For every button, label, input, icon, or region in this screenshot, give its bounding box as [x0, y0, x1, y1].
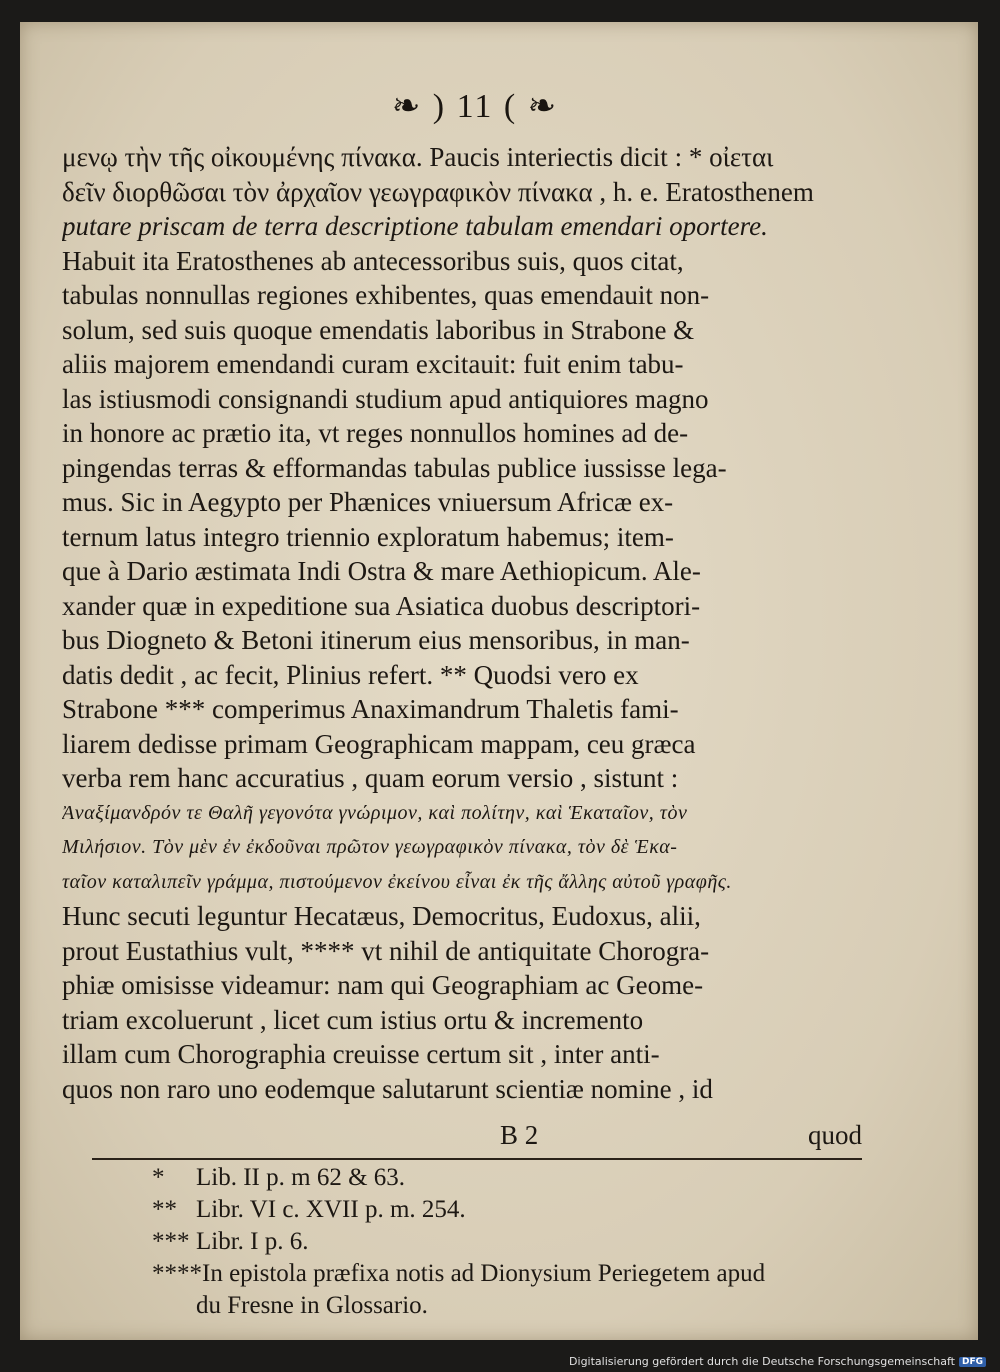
footnote — [152, 1226, 872, 1258]
text-line: aliis majorem emendandi curam excitauit: fuit enim tabu- — [62, 349, 684, 379]
footnote — [152, 1258, 872, 1290]
text-line: triam excoluerunt , licet cum istius ortu & incremento — [62, 1004, 644, 1035]
text-line: bus Diogneto & Betoni itinerum eius mensoribus, in man- — [62, 625, 690, 655]
text-line: Μιλήσιον. Τὸν μὲν ἐν ἐκδοῦναι πρῶτον γεωγραφικὸν πίνακα, τὸν δὲ Ἑκα- — [62, 836, 678, 858]
text-line: phiæ omisisse videamur: nam qui Geographiam ac Geome- — [62, 970, 704, 1000]
footnote-text: Libr. I p. 6. — [196, 1228, 309, 1255]
footnote — [152, 1194, 872, 1226]
text-line: δεῖν διορθῶσαι τὸν ἀρχαῖον γεωγραφικὸν πίνακα , h. e. Eratosthenem — [62, 176, 814, 207]
text-line: solum, sed suis quoque emendatis laboribus in Strabone & — [62, 314, 695, 345]
footnote-text: du Fresne in Glossario. — [196, 1292, 428, 1319]
text-line: in honore ac prætio ita, vt reges nonnullos homines ad de- — [62, 418, 689, 448]
footnote — [152, 1290, 872, 1322]
footnote-mark: * — [152, 1164, 165, 1191]
footnote — [152, 1162, 872, 1194]
digitization-credit — [569, 1355, 986, 1368]
text-line: prout Eustathius vult, **** vt nihil de antiquitate Chorogra- — [62, 935, 710, 966]
credit-text: Digitalisierung gefördert durch die Deutsche Forschungsgemeinschaft — [569, 1355, 955, 1368]
text-line: Habuit ita Eratosthenes ab antecessoribus suis, quos citat, — [62, 245, 684, 276]
text-line: ternum latus integro triennio exploratum habemus; item- — [62, 521, 674, 552]
book-page — [20, 22, 978, 1340]
footnote-text: In epistola præfixa notis ad Dionysium Periegetem apud — [202, 1260, 766, 1287]
text-line: μενῳ τὴν τῆς οἰκουμένης πίνακα. Paucis interiectis dicit : * οἰεται — [62, 142, 774, 172]
text-line: verba rem hanc accuratius , quam eorum versio , sistunt : — [62, 763, 679, 793]
text-line: que à Dario æstimata Indi Ostra & mare Aethiopicum. Ale- — [62, 556, 701, 586]
footnote-mark: *** — [152, 1228, 190, 1255]
footnote-mark: **** — [152, 1260, 202, 1287]
text-line: Ἀναξίμανδρόν τε Θαλῆ γεγονότα γνώριμον, καὶ πολίτην, καὶ Ἑκαταῖον, τὸν — [62, 801, 688, 824]
signature-mark: B 2 — [500, 1120, 539, 1150]
text-line: liarem dedisse primam Geographicam mappam, ceu græca — [62, 728, 696, 759]
footnote-rule — [92, 1158, 862, 1160]
text-line: Hunc secuti leguntur Hecatæus, Democritus, Eudoxus, alii, — [62, 901, 701, 931]
catchword: quod — [808, 1120, 862, 1150]
footnote-text: Libr. VI c. XVII p. m. 254. — [196, 1196, 466, 1223]
text-line: tabulas nonnullas regiones exhibentes, quas emendauit non- — [62, 280, 710, 310]
text-line: Strabone *** comperimus Anaximandrum Thaletis fami- — [62, 694, 679, 724]
text-line: xander quæ in expeditione sua Asiatica duobus descriptori- — [62, 590, 701, 621]
signature-row — [62, 1120, 862, 1151]
body-text — [62, 140, 862, 1106]
text-line: pingendas terras & efformandas tabulas publice iussisse lega- — [62, 452, 727, 483]
text-line: illam cum Chorographia creuisse certum sit , inter anti- — [62, 1039, 660, 1069]
footnote-text: Lib. II p. m 62 & 63. — [196, 1164, 406, 1191]
text-line: quos non raro uno eodemque salutarunt scientiæ nomine , id — [62, 1073, 713, 1104]
text-line: las istiusmodi consignandi studium apud antiquiores magno — [62, 383, 709, 414]
text-line: putare priscam de terra descriptione tabulam emendari oportere. — [62, 211, 768, 241]
text-line: mus. Sic in Aegypto per Phænices vniuersum Africæ ex- — [62, 487, 674, 517]
page-header: ❧ ) 11 ( ❧ — [391, 88, 559, 125]
footnotes — [152, 1162, 872, 1322]
text-line: datis dedit , ac fecit, Plinius refert. ** Quodsi vero ex — [62, 659, 639, 690]
dfg-logo: DFG — [959, 1357, 986, 1367]
footnote-mark: ** — [152, 1196, 177, 1223]
text-line: ταῖον καταλιπεῖν γράμμα, πιστούμενον ἐκείνου εἶναι ἐκ τῆς ἄλλης αὐτοῦ γραφῆς. — [62, 870, 732, 893]
